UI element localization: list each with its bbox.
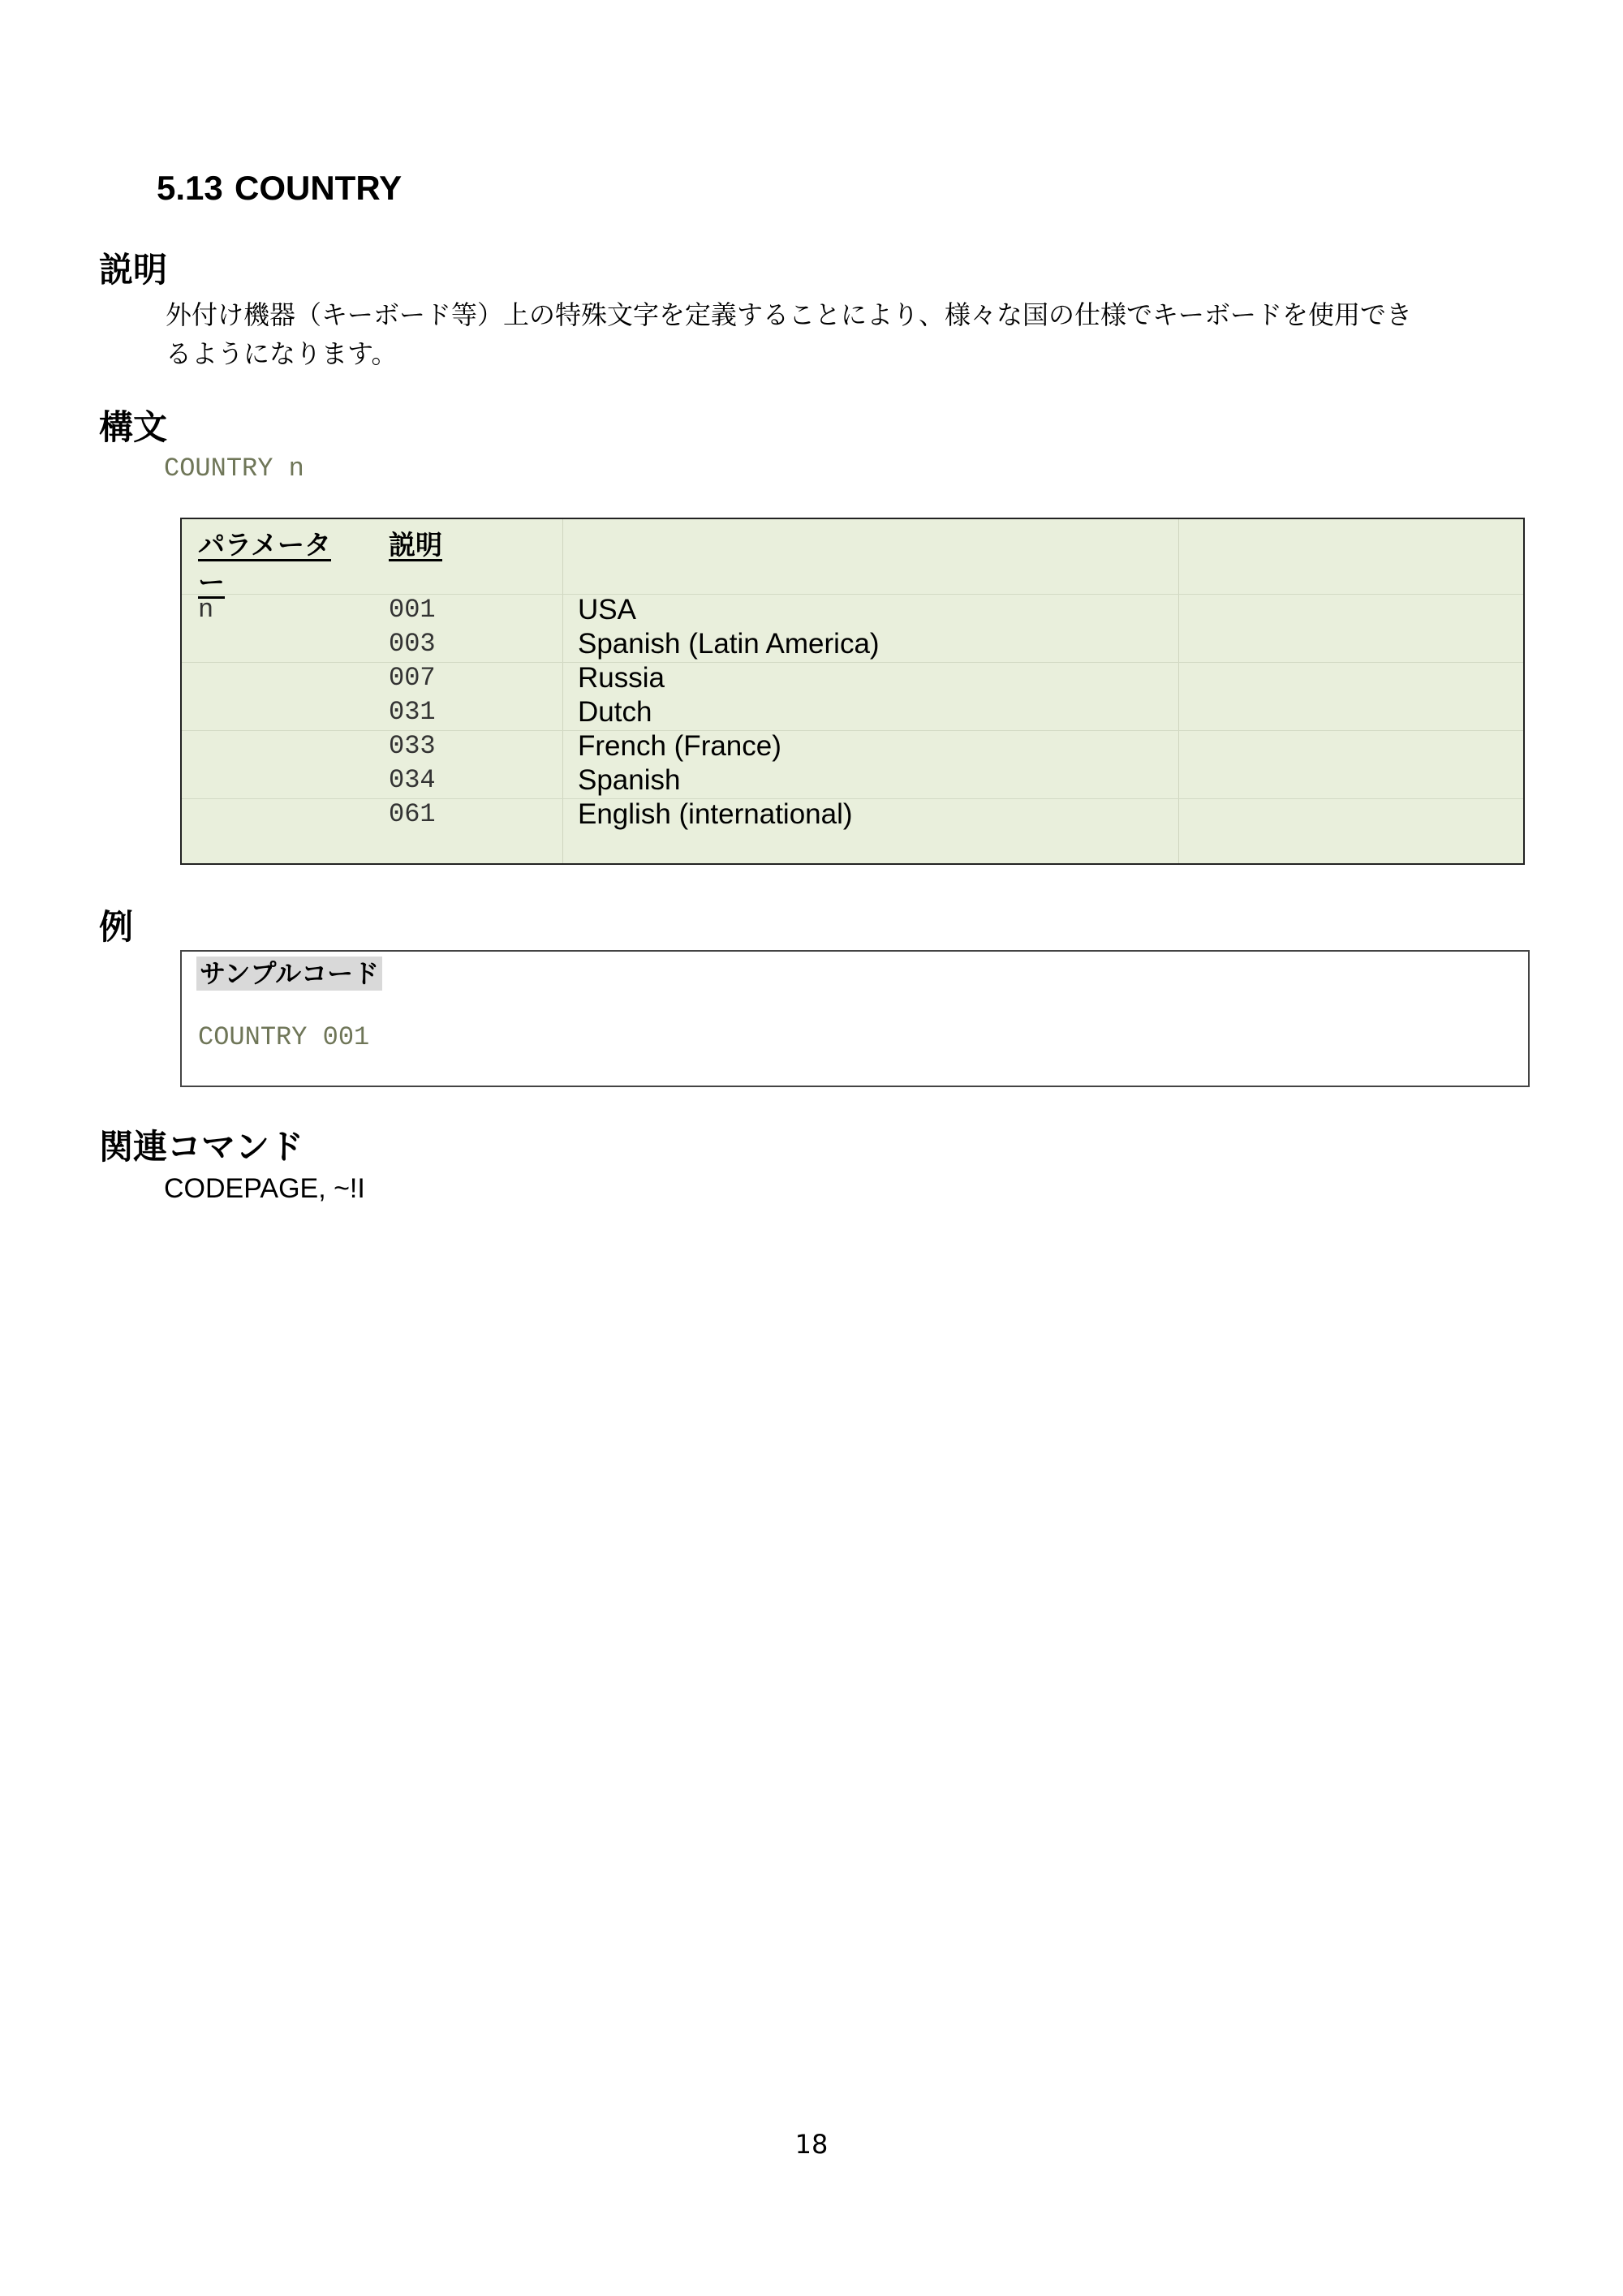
param-code: 034 bbox=[389, 765, 436, 795]
table-row bbox=[182, 763, 1523, 798]
param-code: 003 bbox=[389, 629, 436, 659]
parameter-table bbox=[180, 518, 1525, 865]
header-parameter-line1: パラメータ bbox=[198, 529, 332, 561]
param-code: 033 bbox=[389, 731, 436, 761]
table-row bbox=[182, 798, 1523, 832]
table-row bbox=[182, 729, 1523, 763]
param-label: Russia bbox=[578, 662, 665, 694]
example-box bbox=[180, 950, 1530, 1087]
description-line-1: 外付け機器（キーボード等）上の特殊文字を定義することにより、様々な国の仕様でキーボードを使用でき bbox=[166, 299, 1413, 330]
header-parameter-line2: ー bbox=[198, 566, 225, 598]
param-code: 007 bbox=[389, 663, 436, 693]
header-parameter bbox=[198, 519, 331, 604]
param-label: USA bbox=[578, 594, 636, 626]
section-name: COUNTRY bbox=[235, 169, 403, 207]
param-label: English (international) bbox=[578, 798, 853, 830]
header-description: 説明 bbox=[389, 529, 442, 561]
param-code: 061 bbox=[389, 799, 436, 829]
example-code: COUNTRY 001 bbox=[198, 1022, 370, 1052]
param-label: French (France) bbox=[578, 730, 781, 762]
example-label: サンプルコード bbox=[196, 957, 382, 991]
syntax-heading: 構文 bbox=[99, 407, 168, 447]
param-code: 001 bbox=[389, 595, 436, 625]
syntax-code: COUNTRY n bbox=[164, 454, 304, 484]
param-code: 031 bbox=[389, 697, 436, 727]
related-heading: 関連コマンド bbox=[99, 1127, 304, 1167]
table-row bbox=[182, 627, 1523, 661]
param-label: Spanish bbox=[578, 764, 681, 796]
param-label: Dutch bbox=[578, 696, 652, 728]
section-title bbox=[157, 169, 402, 208]
description-line-2: るようになります。 bbox=[166, 338, 398, 369]
example-heading: 例 bbox=[99, 907, 134, 947]
table-row bbox=[182, 695, 1523, 729]
param-label: Spanish (Latin America) bbox=[578, 628, 880, 660]
page-number: 18 bbox=[794, 2129, 829, 2160]
param-name: n bbox=[198, 595, 214, 625]
table-row bbox=[182, 661, 1523, 695]
description-heading: 説明 bbox=[99, 250, 168, 290]
table-row bbox=[182, 593, 1523, 627]
related-commands: CODEPAGE, ~!I bbox=[164, 1173, 365, 1204]
section-number: 5.13 bbox=[157, 169, 223, 207]
